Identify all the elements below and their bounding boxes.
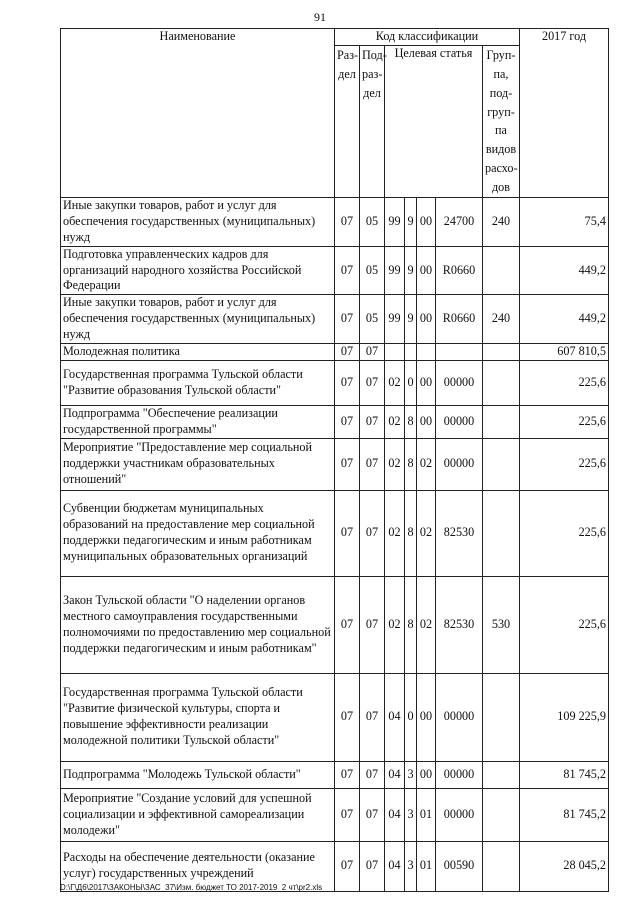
table-row (61, 438, 609, 490)
row-target-1: 99 (385, 295, 405, 344)
row-amount: 75,4 (520, 198, 609, 247)
row-section: 07 (335, 246, 360, 295)
table-row (61, 490, 609, 576)
row-amount: 81 745,2 (520, 761, 609, 788)
row-target-1: 02 (385, 576, 405, 673)
row-name: Молодежная политика (61, 343, 335, 360)
row-expense-group: 240 (483, 295, 520, 344)
row-expense-group (483, 360, 520, 405)
row-subsection: 07 (360, 576, 385, 673)
row-expense-group (483, 405, 520, 438)
row-name: Мероприятие "Предоставление мер социальной поддержки участникам образовательных отношений" (61, 438, 335, 490)
row-name: Расходы на обеспечение деятельности (оказание услуг) государственных учреждений (61, 841, 335, 891)
row-target-1: 02 (385, 405, 405, 438)
row-target-1 (385, 343, 405, 360)
row-amount: 109 225,9 (520, 673, 609, 761)
row-target-3: 00 (417, 673, 436, 761)
header-expense-group: Груп- па, под- груп- па видов расхо- дов (483, 45, 520, 197)
row-target-1: 04 (385, 788, 405, 841)
row-target-3: 02 (417, 438, 436, 490)
row-expense-group: 530 (483, 576, 520, 673)
row-expense-group (483, 490, 520, 576)
row-name: Государственная программа Тульской области "Развитие физической культуры, спорта и повышение эффективности реализации молодежной политики Тульской области" (61, 673, 335, 761)
row-target-3: 02 (417, 490, 436, 576)
row-target-3: 00 (417, 198, 436, 247)
row-target-3: 02 (417, 576, 436, 673)
row-subsection: 07 (360, 761, 385, 788)
row-section: 07 (335, 438, 360, 490)
row-section: 07 (335, 673, 360, 761)
row-target-1: 04 (385, 841, 405, 891)
row-target-2: 3 (405, 761, 417, 788)
row-target-2: 0 (405, 360, 417, 405)
row-target-4: R0660 (436, 295, 483, 344)
row-target-1: 04 (385, 673, 405, 761)
page-number: 91 (314, 10, 326, 24)
row-expense-group (483, 788, 520, 841)
row-target-3: 00 (417, 405, 436, 438)
row-section: 07 (335, 576, 360, 673)
row-name: Субвенции бюджетам муниципальных образований на предоставление мер социальной поддержки педагогическим и иным работникам муниципальных образовательных организаций (61, 490, 335, 576)
row-target-2: 8 (405, 405, 417, 438)
row-target-2: 0 (405, 673, 417, 761)
row-target-4: R0660 (436, 246, 483, 295)
row-target-2: 8 (405, 438, 417, 490)
row-target-4: 00000 (436, 761, 483, 788)
row-target-3: 00 (417, 761, 436, 788)
row-target-4: 24700 (436, 198, 483, 247)
row-name: Иные закупки товаров, работ и услуг для обеспечения государственных (муниципальных) нужд (61, 295, 335, 344)
row-expense-group (483, 761, 520, 788)
header-year: 2017 год (520, 29, 609, 198)
header-code: Код классификации (335, 29, 520, 46)
row-expense-group (483, 438, 520, 490)
row-target-4: 00000 (436, 673, 483, 761)
row-section: 07 (335, 788, 360, 841)
table-row (61, 295, 609, 344)
footer-file-path: D:\Г\Д6\2017\ЗАКОНЫ\ЗАС_37\Изм. бюджет ТО 2017-2019_2 чт\pr2.xls (60, 883, 323, 892)
row-subsection: 07 (360, 841, 385, 891)
row-target-4: 82530 (436, 576, 483, 673)
row-name: Подпрограмма "Молодежь Тульской области" (61, 761, 335, 788)
row-amount: 81 745,2 (520, 788, 609, 841)
table-row (61, 198, 609, 247)
table-row (61, 761, 609, 788)
row-target-1: 99 (385, 198, 405, 247)
row-subsection: 05 (360, 295, 385, 344)
row-section: 07 (335, 405, 360, 438)
row-target-4 (436, 343, 483, 360)
row-subsection: 07 (360, 438, 385, 490)
row-amount: 225,6 (520, 405, 609, 438)
row-section: 07 (335, 295, 360, 344)
table-row (61, 246, 609, 295)
row-target-2: 8 (405, 490, 417, 576)
row-expense-group (483, 841, 520, 891)
row-section: 07 (335, 198, 360, 247)
row-target-3: 00 (417, 295, 436, 344)
row-name: Иные закупки товаров, работ и услуг для обеспечения государственных (муниципальных) нужд (61, 198, 335, 247)
table-body (61, 198, 609, 892)
row-target-2: 9 (405, 295, 417, 344)
row-amount: 449,2 (520, 295, 609, 344)
row-section: 07 (335, 761, 360, 788)
table-row (61, 360, 609, 405)
table-row (61, 405, 609, 438)
row-target-2: 3 (405, 788, 417, 841)
row-target-4: 00000 (436, 360, 483, 405)
header-name: Наименование (61, 29, 335, 198)
row-amount: 225,6 (520, 438, 609, 490)
row-target-2: 8 (405, 576, 417, 673)
row-name: Подпрограмма "Обеспечение реализации государственной программы" (61, 405, 335, 438)
row-subsection: 07 (360, 405, 385, 438)
row-target-2: 9 (405, 246, 417, 295)
table-row (61, 576, 609, 673)
header-subsection: Под- раз- дел (360, 45, 385, 197)
row-name: Закон Тульской области "О наделении органов местного самоуправления государственными полномочиями по предоставлению мер социальной поддержки педагогическим и иным работникам" (61, 576, 335, 673)
row-target-2: 3 (405, 841, 417, 891)
row-amount: 225,6 (520, 490, 609, 576)
row-target-2: 9 (405, 198, 417, 247)
header-target-article: Целевая статья (385, 45, 483, 197)
row-expense-group: 240 (483, 198, 520, 247)
row-target-3: 01 (417, 788, 436, 841)
row-amount: 225,6 (520, 360, 609, 405)
row-target-1: 02 (385, 360, 405, 405)
row-amount: 607 810,5 (520, 343, 609, 360)
row-target-3: 00 (417, 360, 436, 405)
row-subsection: 07 (360, 673, 385, 761)
row-target-1: 04 (385, 761, 405, 788)
row-target-3: 00 (417, 246, 436, 295)
row-target-1: 02 (385, 490, 405, 576)
row-section: 07 (335, 490, 360, 576)
table-row (61, 343, 609, 360)
table-row (61, 788, 609, 841)
row-expense-group (483, 343, 520, 360)
budget-table (60, 28, 609, 892)
row-target-3 (417, 343, 436, 360)
row-section: 07 (335, 841, 360, 891)
header-section: Раз- дел (335, 45, 360, 197)
row-target-4: 00590 (436, 841, 483, 891)
table-row (61, 673, 609, 761)
row-target-4: 00000 (436, 438, 483, 490)
row-expense-group (483, 246, 520, 295)
row-target-2 (405, 343, 417, 360)
row-name: Государственная программа Тульской области "Развитие образования Тульской области" (61, 360, 335, 405)
row-subsection: 05 (360, 198, 385, 247)
row-target-1: 02 (385, 438, 405, 490)
row-target-1: 99 (385, 246, 405, 295)
row-target-4: 00000 (436, 788, 483, 841)
row-subsection: 07 (360, 360, 385, 405)
row-target-4: 82530 (436, 490, 483, 576)
row-amount: 28 045,2 (520, 841, 609, 891)
row-section: 07 (335, 360, 360, 405)
row-amount: 225,6 (520, 576, 609, 673)
row-name: Подготовка управленческих кадров для организаций народного хозяйства Российской Федерации (61, 246, 335, 295)
row-subsection: 07 (360, 788, 385, 841)
row-expense-group (483, 673, 520, 761)
row-section: 07 (335, 343, 360, 360)
row-subsection: 07 (360, 490, 385, 576)
row-amount: 449,2 (520, 246, 609, 295)
row-subsection: 05 (360, 246, 385, 295)
row-target-4: 00000 (436, 405, 483, 438)
row-name: Мероприятие "Создание условий для успешной социализации и эффективной самореализации молодежи" (61, 788, 335, 841)
row-target-3: 01 (417, 841, 436, 891)
row-subsection: 07 (360, 343, 385, 360)
